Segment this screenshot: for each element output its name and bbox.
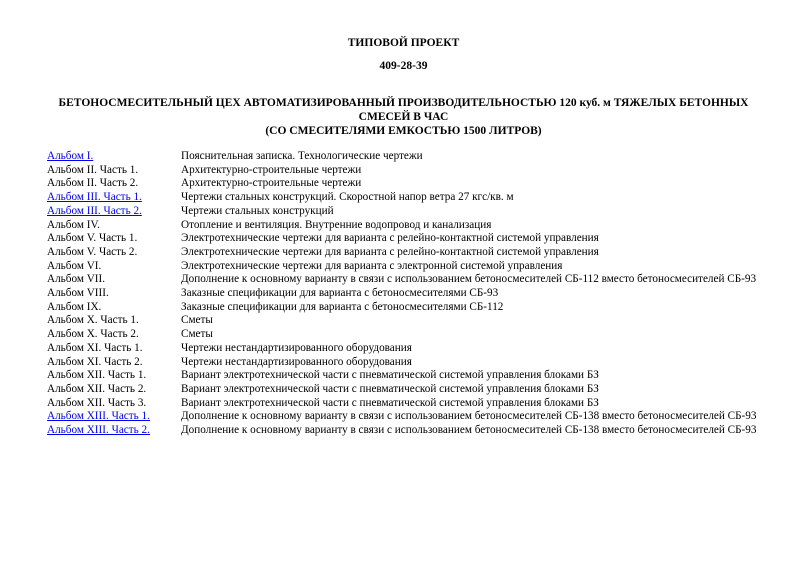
- album-description: Заказные спецификации для варианта с бетоносмесителями СБ-112: [181, 300, 504, 313]
- album-name: Альбом XI. Часть 1.: [47, 341, 143, 354]
- album-description: Дополнение к основному варианту в связи с использованием бетоносмесителей СБ-138 вместо бетоносмесителей СБ-93: [181, 410, 757, 423]
- album-name-cell: [47, 246, 181, 260]
- album-name-cell: [47, 410, 181, 424]
- album-row: [47, 301, 787, 315]
- album-name: Альбом VI.: [47, 259, 102, 272]
- album-description: Чертежи нестандартизированного оборудования: [181, 341, 412, 354]
- album-row: [47, 328, 787, 342]
- album-description: Дополнение к основному варианту в связи с использованием бетоносмесителей СБ-112 вместо бетоносмесителей СБ-93: [181, 273, 757, 286]
- album-name: Альбом IV.: [47, 218, 100, 231]
- album-row: [47, 246, 787, 260]
- album-name: Альбом VIII.: [47, 287, 109, 300]
- album-description: Электротехнические чертежи для варианта с релейно-контактной системой управления: [181, 245, 599, 258]
- album-row: [47, 369, 787, 383]
- album-name: Альбом X. Часть 1.: [47, 314, 139, 327]
- album-description: Вариант электротехнической части с пневматической системой управления блоками БЗ: [181, 369, 599, 382]
- album-description: Сметы: [181, 314, 213, 327]
- album-name-cell: [47, 424, 181, 438]
- album-name-cell: [47, 328, 181, 342]
- project-description: [40, 96, 767, 138]
- album-description: Отопление и вентиляция. Внутренние водопровод и канализация: [181, 218, 492, 231]
- album-name-cell: [47, 369, 181, 383]
- album-name-cell: [47, 164, 181, 178]
- albums-table: [47, 150, 787, 438]
- album-name: Альбом V. Часть 2.: [47, 245, 138, 258]
- album-name-cell: [47, 177, 181, 191]
- album-name: Альбом X. Часть 2.: [47, 328, 139, 341]
- album-row: [47, 356, 787, 370]
- album-name-cell: [47, 314, 181, 328]
- album-description: Архитектурно-строительные чертежи: [181, 163, 362, 176]
- album-description: Пояснительная записка. Технологические чертежи: [181, 150, 423, 162]
- album-link[interactable]: Альбом I.: [47, 150, 94, 162]
- project-description-line-1: БЕТОНОСМЕСИТЕЛЬНЫЙ ЦЕХ АВТОМАТИЗИРОВАННЫЙ ПРОИЗВОДИТЕЛЬНОСТЬЮ 120 куб. м ТЯЖЕЛЫХ БЕТОННЫХ СМЕСЕЙ В ЧАС: [58, 97, 749, 123]
- album-name-cell: [47, 205, 181, 219]
- album-name-cell: [47, 356, 181, 370]
- album-link[interactable]: Альбом XIII. Часть 2.: [47, 424, 150, 437]
- project-number: 409-28-39: [379, 60, 428, 72]
- album-name: Альбом VII.: [47, 273, 106, 286]
- album-link[interactable]: Альбом III. Часть 2.: [47, 204, 142, 217]
- album-row: [47, 219, 787, 233]
- album-name-cell: [47, 232, 181, 246]
- album-name: Альбом V. Часть 1.: [47, 232, 138, 245]
- album-description: Чертежи нестандартизированного оборудования: [181, 355, 412, 368]
- album-name-cell: [47, 273, 181, 287]
- album-row: [47, 205, 787, 219]
- album-row: [47, 273, 787, 287]
- album-name-cell: [47, 397, 181, 411]
- album-name-cell: [47, 383, 181, 397]
- album-description: Дополнение к основному варианту в связи с использованием бетоносмесителей СБ-138 вместо бетоносмесителей СБ-93: [181, 424, 757, 437]
- album-link[interactable]: Альбом XIII. Часть 1.: [47, 410, 150, 423]
- album-name: Альбом XII. Часть 1.: [47, 369, 147, 382]
- album-row: [47, 191, 787, 205]
- album-description: Чертежи стальных конструкций. Скоростной напор ветра 27 кгс/кв. м: [181, 191, 514, 204]
- album-row: [47, 150, 787, 164]
- album-row: [47, 397, 787, 411]
- album-row: [47, 177, 787, 191]
- album-row: [47, 342, 787, 356]
- album-name-cell: [47, 260, 181, 274]
- album-name-cell: [47, 191, 181, 205]
- album-name-cell: [47, 150, 181, 164]
- album-description: Электротехнические чертежи для варианта с релейно-контактной системой управления: [181, 232, 599, 245]
- album-row: [47, 383, 787, 397]
- album-row: [47, 410, 787, 424]
- album-description: Заказные спецификации для варианта с бетоносмесителями СБ-93: [181, 287, 499, 300]
- album-row: [47, 314, 787, 328]
- album-description: Сметы: [181, 328, 213, 341]
- album-description: Вариант электротехнической части с пневматической системой управления блоками БЗ: [181, 382, 599, 395]
- album-row: [47, 287, 787, 301]
- album-name: Альбом II. Часть 1.: [47, 163, 139, 176]
- album-name: Альбом II. Часть 2.: [47, 177, 139, 190]
- album-name: Альбом XII. Часть 2.: [47, 382, 147, 395]
- album-name-cell: [47, 342, 181, 356]
- document-title: ТИПОВОЙ ПРОЕКТ: [347, 37, 460, 49]
- album-row: [47, 424, 787, 438]
- album-name-cell: [47, 219, 181, 233]
- albums-table-body: [47, 150, 787, 438]
- album-row: [47, 260, 787, 274]
- album-name: Альбом IX.: [47, 300, 102, 313]
- album-description: Архитектурно-строительные чертежи: [181, 177, 362, 190]
- album-name: Альбом XI. Часть 2.: [47, 355, 143, 368]
- project-description-line-2: (СО СМЕСИТЕЛЯМИ ЕМКОСТЬЮ 1500 ЛИТРОВ): [265, 125, 542, 137]
- album-description: Электротехнические чертежи для варианта с электронной системой управления: [181, 259, 563, 272]
- album-name-cell: [47, 287, 181, 301]
- album-name-cell: [47, 301, 181, 315]
- album-name: Альбом XII. Часть 3.: [47, 396, 147, 409]
- album-description: Чертежи стальных конструкций: [181, 204, 334, 217]
- album-row: [47, 232, 787, 246]
- album-link[interactable]: Альбом III. Часть 1.: [47, 191, 142, 204]
- album-description: Вариант электротехнической части с пневматической системой управления блоками БЗ: [181, 396, 599, 409]
- album-row: [47, 164, 787, 178]
